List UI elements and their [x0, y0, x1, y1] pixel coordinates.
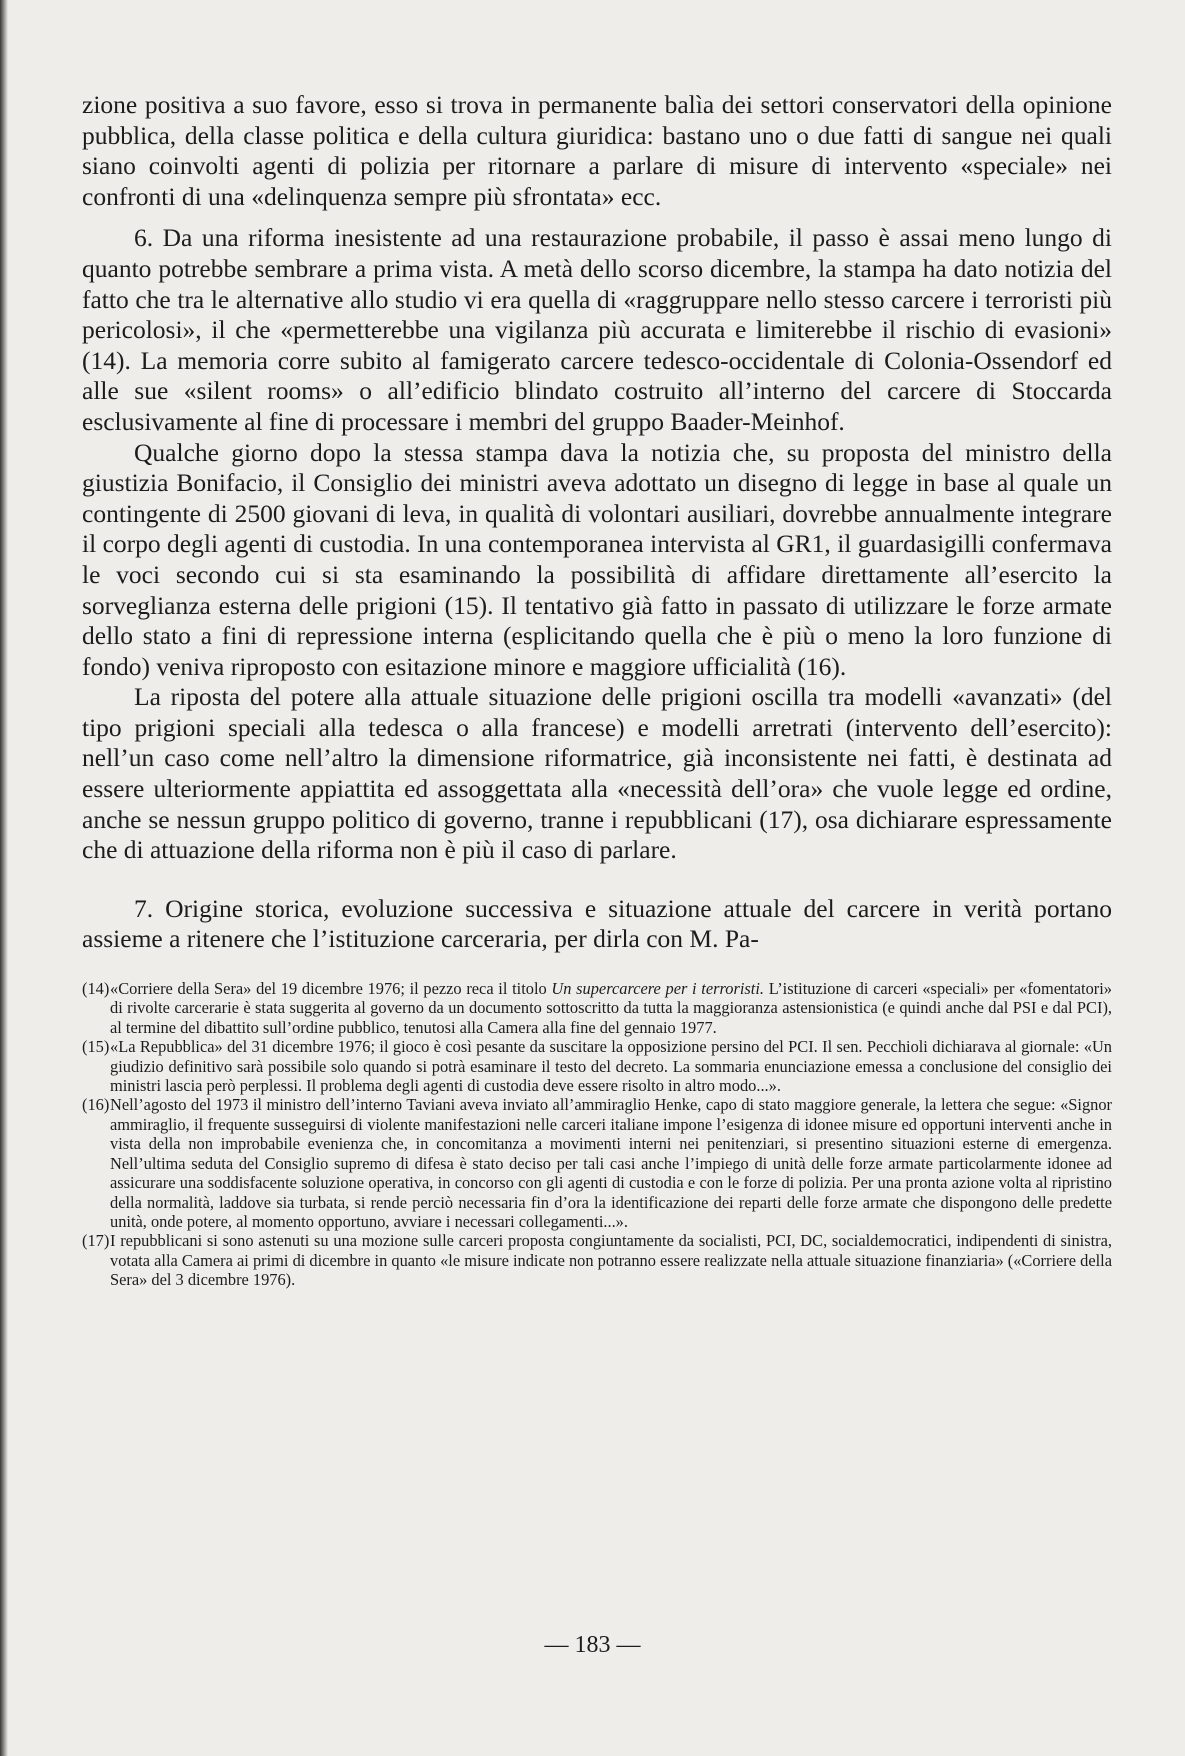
article-title: Un supercarcere per i terroristi. — [551, 979, 764, 999]
page — [82, 90, 1112, 1290]
footnote-number: (15) — [82, 1037, 110, 1057]
page-edge-shadow — [0, 0, 8, 1756]
footnote-text: «Corriere della Sera» del 19 dicembre 1976; il pezzo reca il titolo Un supercarcere per i terroristi. L’istituzione di carceri «speciali» per «fomentatori» di rivolte carcerarie è stata suggerita al governo da un documento sottoscritto da tutta la maggioranza astensionistica (e quindi anche dal PSI e dal PCI), al termine del dibattito sull’ordine pubblico, tenutosi alla Camera alla fine del gennaio 1977. — [110, 979, 1112, 1037]
page-number: — 183 — — [544, 1632, 641, 1658]
footnote-text: I repubblicani si sono astenuti su una mozione sulle carceri proposta congiuntamente da socialisti, PCI, DC, socialdemocratici, indipendenti di sinistra, votata alla Camera ai primi di dicembre in quanto «le misure indicate non potranno essere realizzate nella attuale situazione finanziaria» («Corriere della Sera» del 3 dicembre 1976). — [110, 1231, 1112, 1290]
paragraph-qualche-giorno: Qualche giorno dopo la stessa stampa dava la notizia che, su proposta del ministro della giustizia Bonifacio, il Consiglio dei ministri aveva adottato un disegno di legge in base al quale un contingente di 2500 giovani di leva, in qualità di volontari ausiliari, dovrebbe annualmente integrare il corpo degli agenti di custodia. In una contemporanea intervista al GR1, il guardasigilli confermava le voci secondo cui si sta esaminando la possibilità di affidare direttamente all’esercito la sorveglianza esterna delle prigioni (15). Il tentativo già fatto in passato di utilizzare le forze armate dello stato a fini di repressione interna (esplicitando quella che è più o meno la loro funzione di fondo) veniva riproposto con esitazione minore e maggiore ufficialità (16). — [82, 437, 1112, 681]
paragraph-continuation: zione positiva a suo favore, esso si trova in permanente balìa dei settori conservatori della opinione pubblica, della classe politica e della cultura giuridica: bastano uno o due fatti di sangue nei quali siano coinvolti agenti di polizia per ritornare a parlare di misure di intervento «speciale» nei confronti di una «delinquenza sempre più sfrontata» ecc. — [82, 90, 1112, 211]
footnote-16 — [82, 1095, 1112, 1231]
footnote-text: Nell’agosto del 1973 il ministro dell’interno Taviani aveva inviato all’ammiraglio Henke, capo di stato maggiore generale, la lettera che segue: «Signor ammiraglio, il frequente susseguirsi di violente manifestazioni nelle carceri italiane impone l’esigenza di idonee misure ed opportuni interventi anche in vista della non improbabile evenienza che, in concomitanza a movimenti interni nei penitenziari, si presentino situazioni esterne di emergenza. Nell’ultima seduta del Consiglio supremo di difesa è stato deciso per tali casi anche l’impiego di unità delle forze armate particolarmente idonee ad assicurare una soddisfacente soluzione operativa, in concorso con gli agenti di custodia e con le forze di polizia. Per una pronta azione volta al ripristino della normalità, laddove sia turbata, si rende perciò necessaria fin d’ora la identificazione dei reparti delle forze armate che dispongono delle predette unità, onde potere, al momento opportuno, avviare i necessari collegamenti...». — [110, 1095, 1112, 1231]
footnote-number: (16) — [82, 1095, 110, 1115]
footnote-17 — [82, 1231, 1112, 1289]
footnote-number: (17) — [82, 1231, 110, 1251]
paragraph-riposta: La riposta del potere alla attuale situazione delle prigioni oscilla tra modelli «avanzati» (del tipo prigioni speciali alla tedesca o alla francese) e modelli arretrati (intervento dell’esercito): nell’un caso come nell’altro la dimensione riformatrice, già inconsistente nei fatti, è destinata ad essere ulteriormente appiattita ed assoggettata alla «necessità dell’ora» che vuole legge ed ordine, anche se nessun gruppo politico di governo, tranne i repubblicani (17), osa dichiarare espressamente che di attuazione della riforma non è più il caso di parlare. — [82, 682, 1112, 865]
paragraph-section-6: 6. Da una riforma inesistente ad una restaurazione probabile, il passo è assai meno lungo di quanto potrebbe sembrare a prima vista. A metà dello scorso dicembre, la stampa ha dato notizia del fatto che tra le alternative allo studio vi era quella di «raggruppare nello stesso carcere i terroristi più pericolosi», il che «permetterebbe una vigilanza più accurata e limiterebbe il rischio di evasioni» (14). La memoria corre subito al famigerato carcere tedesco-occidentale di Colonia-Ossendorf ed alle sue «silent rooms» o all’edificio blindato costruito all’interno del carcere di Stoccarda esclusivamente al fine di processare i membri del gruppo Baader-Meinhof. — [82, 223, 1112, 436]
footnote-14 — [82, 979, 1112, 1037]
footnotes — [82, 979, 1112, 1290]
footnote-number: (14) — [82, 979, 110, 999]
footnote-text: «La Repubblica» del 31 dicembre 1976; il gioco è così pesante da suscitare la opposizione persino del PCI. Il sen. Pecchioli dichiarava al giornale: «Un giudizio definitivo sarà possibile solo quando si potrà esaminare il testo del decreto. La sommaria enunciazione emessa a conclusione del consiglio dei ministri lascia però perplessi. Il problema degli agenti di custodia deve essere risolto in altro modo...». — [110, 1037, 1112, 1096]
paragraph-section-7: 7. Origine storica, evoluzione successiva e situazione attuale del carcere in verità portano assieme a ritenere che l’istituzione carceraria, per dirla con M. Pa- — [82, 893, 1112, 954]
footnote-15 — [82, 1037, 1112, 1095]
main-text — [82, 90, 1112, 955]
